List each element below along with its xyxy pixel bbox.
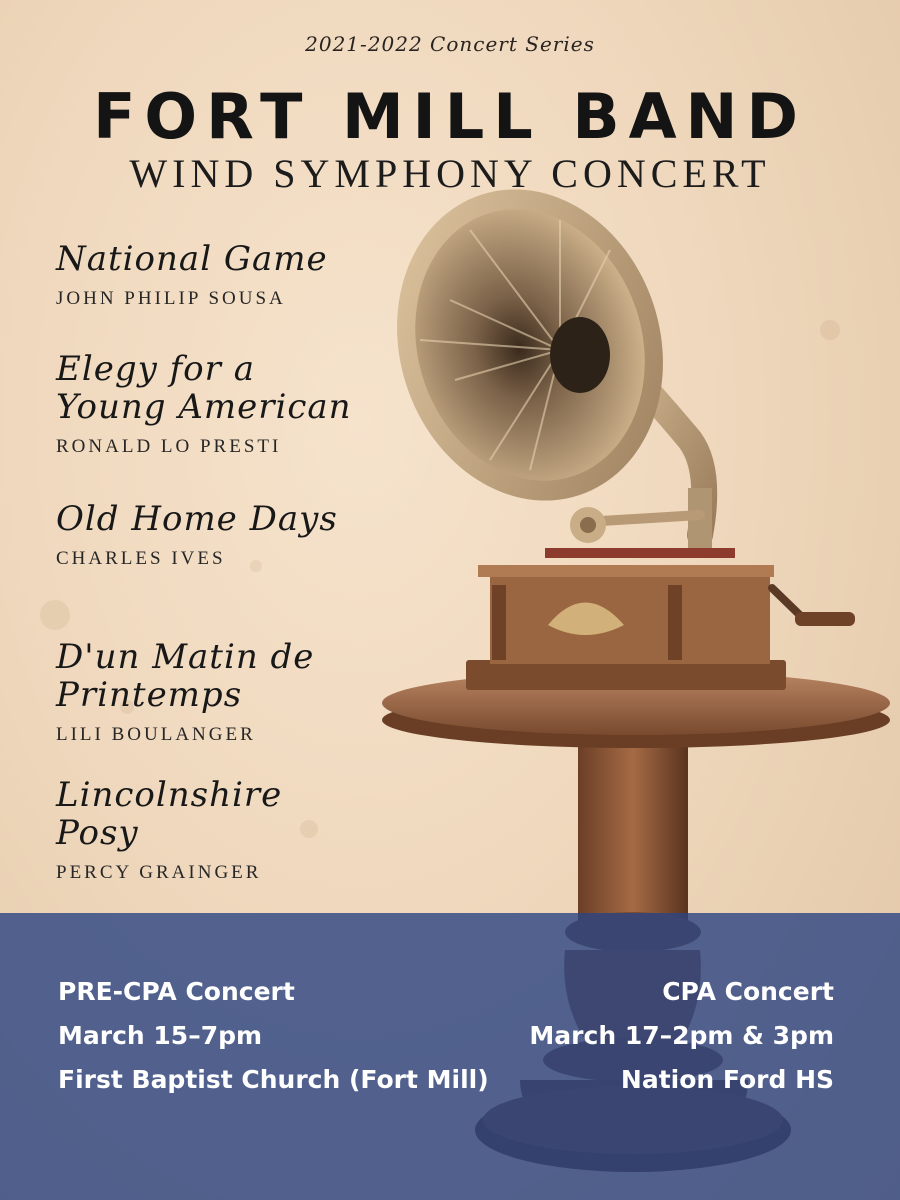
cpa-concert-info — [529, 970, 834, 1102]
program-item — [56, 500, 396, 570]
piece-title: Old Home Days — [56, 499, 338, 539]
band-title: FORT MILL BAND — [93, 80, 807, 153]
piece-composer: CHARLES IVES — [56, 548, 226, 569]
event-venue: Nation Ford HS — [620, 1065, 834, 1094]
event-date: March 15–7pm — [58, 1021, 263, 1050]
event-date: March 17–2pm & 3pm — [529, 1021, 834, 1050]
piece-composer: PERCY GRAINGER — [56, 862, 262, 883]
program-item — [56, 776, 396, 884]
program-item — [56, 638, 396, 746]
pre-cpa-concert-info — [58, 970, 489, 1102]
piece-title: Elegy for a Young American — [56, 349, 352, 427]
piece-title: National Game — [56, 239, 328, 279]
piece-title: D'un Matin de Printemps — [56, 637, 315, 715]
event-name: CPA Concert — [662, 977, 834, 1006]
series-subtitle: 2021-2022 Concert Series — [305, 32, 595, 56]
concert-title: WIND SYMPHONY CONCERT — [129, 151, 771, 196]
program-item — [56, 240, 396, 310]
piece-composer: RONALD LO PRESTI — [56, 436, 282, 457]
piece-title: Lincolnshire Posy — [56, 775, 283, 853]
program-item — [56, 350, 396, 458]
event-venue: First Baptist Church (Fort Mill) — [58, 1065, 489, 1094]
event-name: PRE-CPA Concert — [58, 977, 295, 1006]
piece-composer: LILI BOULANGER — [56, 724, 256, 745]
piece-composer: JOHN PHILIP SOUSA — [56, 288, 286, 309]
